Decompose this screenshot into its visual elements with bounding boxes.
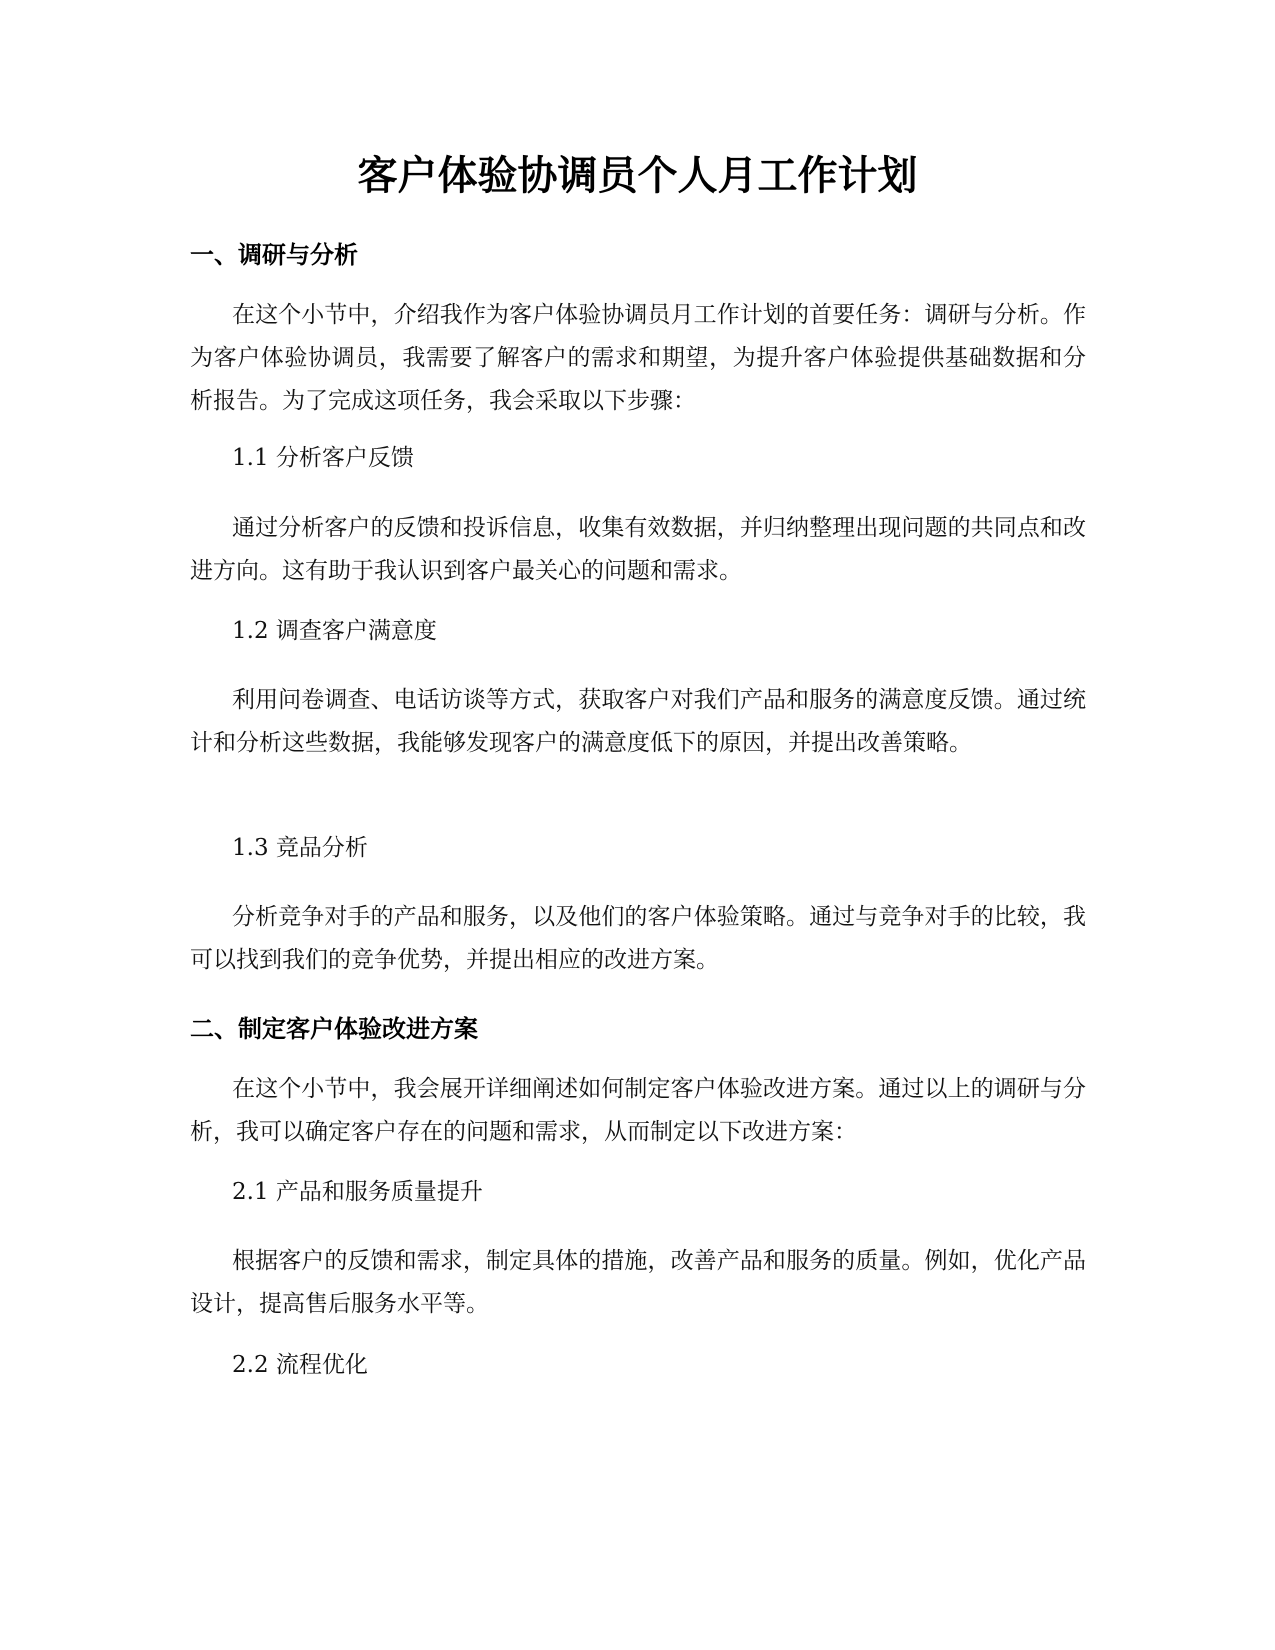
subsection-1-2-paragraph: 利用问卷调查、电话访谈等方式，获取客户对我们产品和服务的满意度反馈。通过统计和分析这些数据，我能够发现客户的满意度低下的原因，并提出改善策略。 xyxy=(190,687,1086,756)
document-title: 客户体验协调员个人月工作计划 xyxy=(357,153,918,199)
subsection-1-3-paragraph: 分析竞争对手的产品和服务，以及他们的客户体验策略。通过与竞争对手的比较，我可以找到我们的竞争优势，并提出相应的改进方案。 xyxy=(190,904,1086,973)
subsection-2-2-title: 2.2 流程优化 xyxy=(232,1352,368,1378)
subsection-1-2-title: 1.2 调查客户满意度 xyxy=(232,618,437,644)
section-1-heading: 一、调研与分析 xyxy=(190,241,358,269)
section-2-intro-paragraph: 在这个小节中，我会展开详细阐述如何制定客户体验改进方案。通过以上的调研与分析，我可以确定客户存在的问题和需求，从而制定以下改进方案： xyxy=(190,1076,1086,1145)
subsection-1-1-title: 1.1 分析客户反馈 xyxy=(232,445,414,471)
subsection-2-1-title: 2.1 产品和服务质量提升 xyxy=(232,1179,483,1205)
subsection-2-1-paragraph: 根据客户的反馈和需求，制定具体的措施，改善产品和服务的质量。例如，优化产品设计，提高售后服务水平等。 xyxy=(190,1248,1086,1317)
subsection-1-1-paragraph: 通过分析客户的反馈和投诉信息，收集有效数据，并归纳整理出现问题的共同点和改进方向。这有助于我认识到客户最关心的问题和需求。 xyxy=(190,515,1086,584)
section-1-intro-paragraph: 在这个小节中，介绍我作为客户体验协调员月工作计划的首要任务：调研与分析。作为客户体验协调员，我需要了解客户的需求和期望，为提升客户体验提供基础数据和分析报告。为了完成这项任务，我会采取以下步骤： xyxy=(190,302,1086,414)
subsection-1-3-title: 1.3 竞品分析 xyxy=(232,835,368,861)
section-2-heading: 二、制定客户体验改进方案 xyxy=(190,1015,478,1043)
